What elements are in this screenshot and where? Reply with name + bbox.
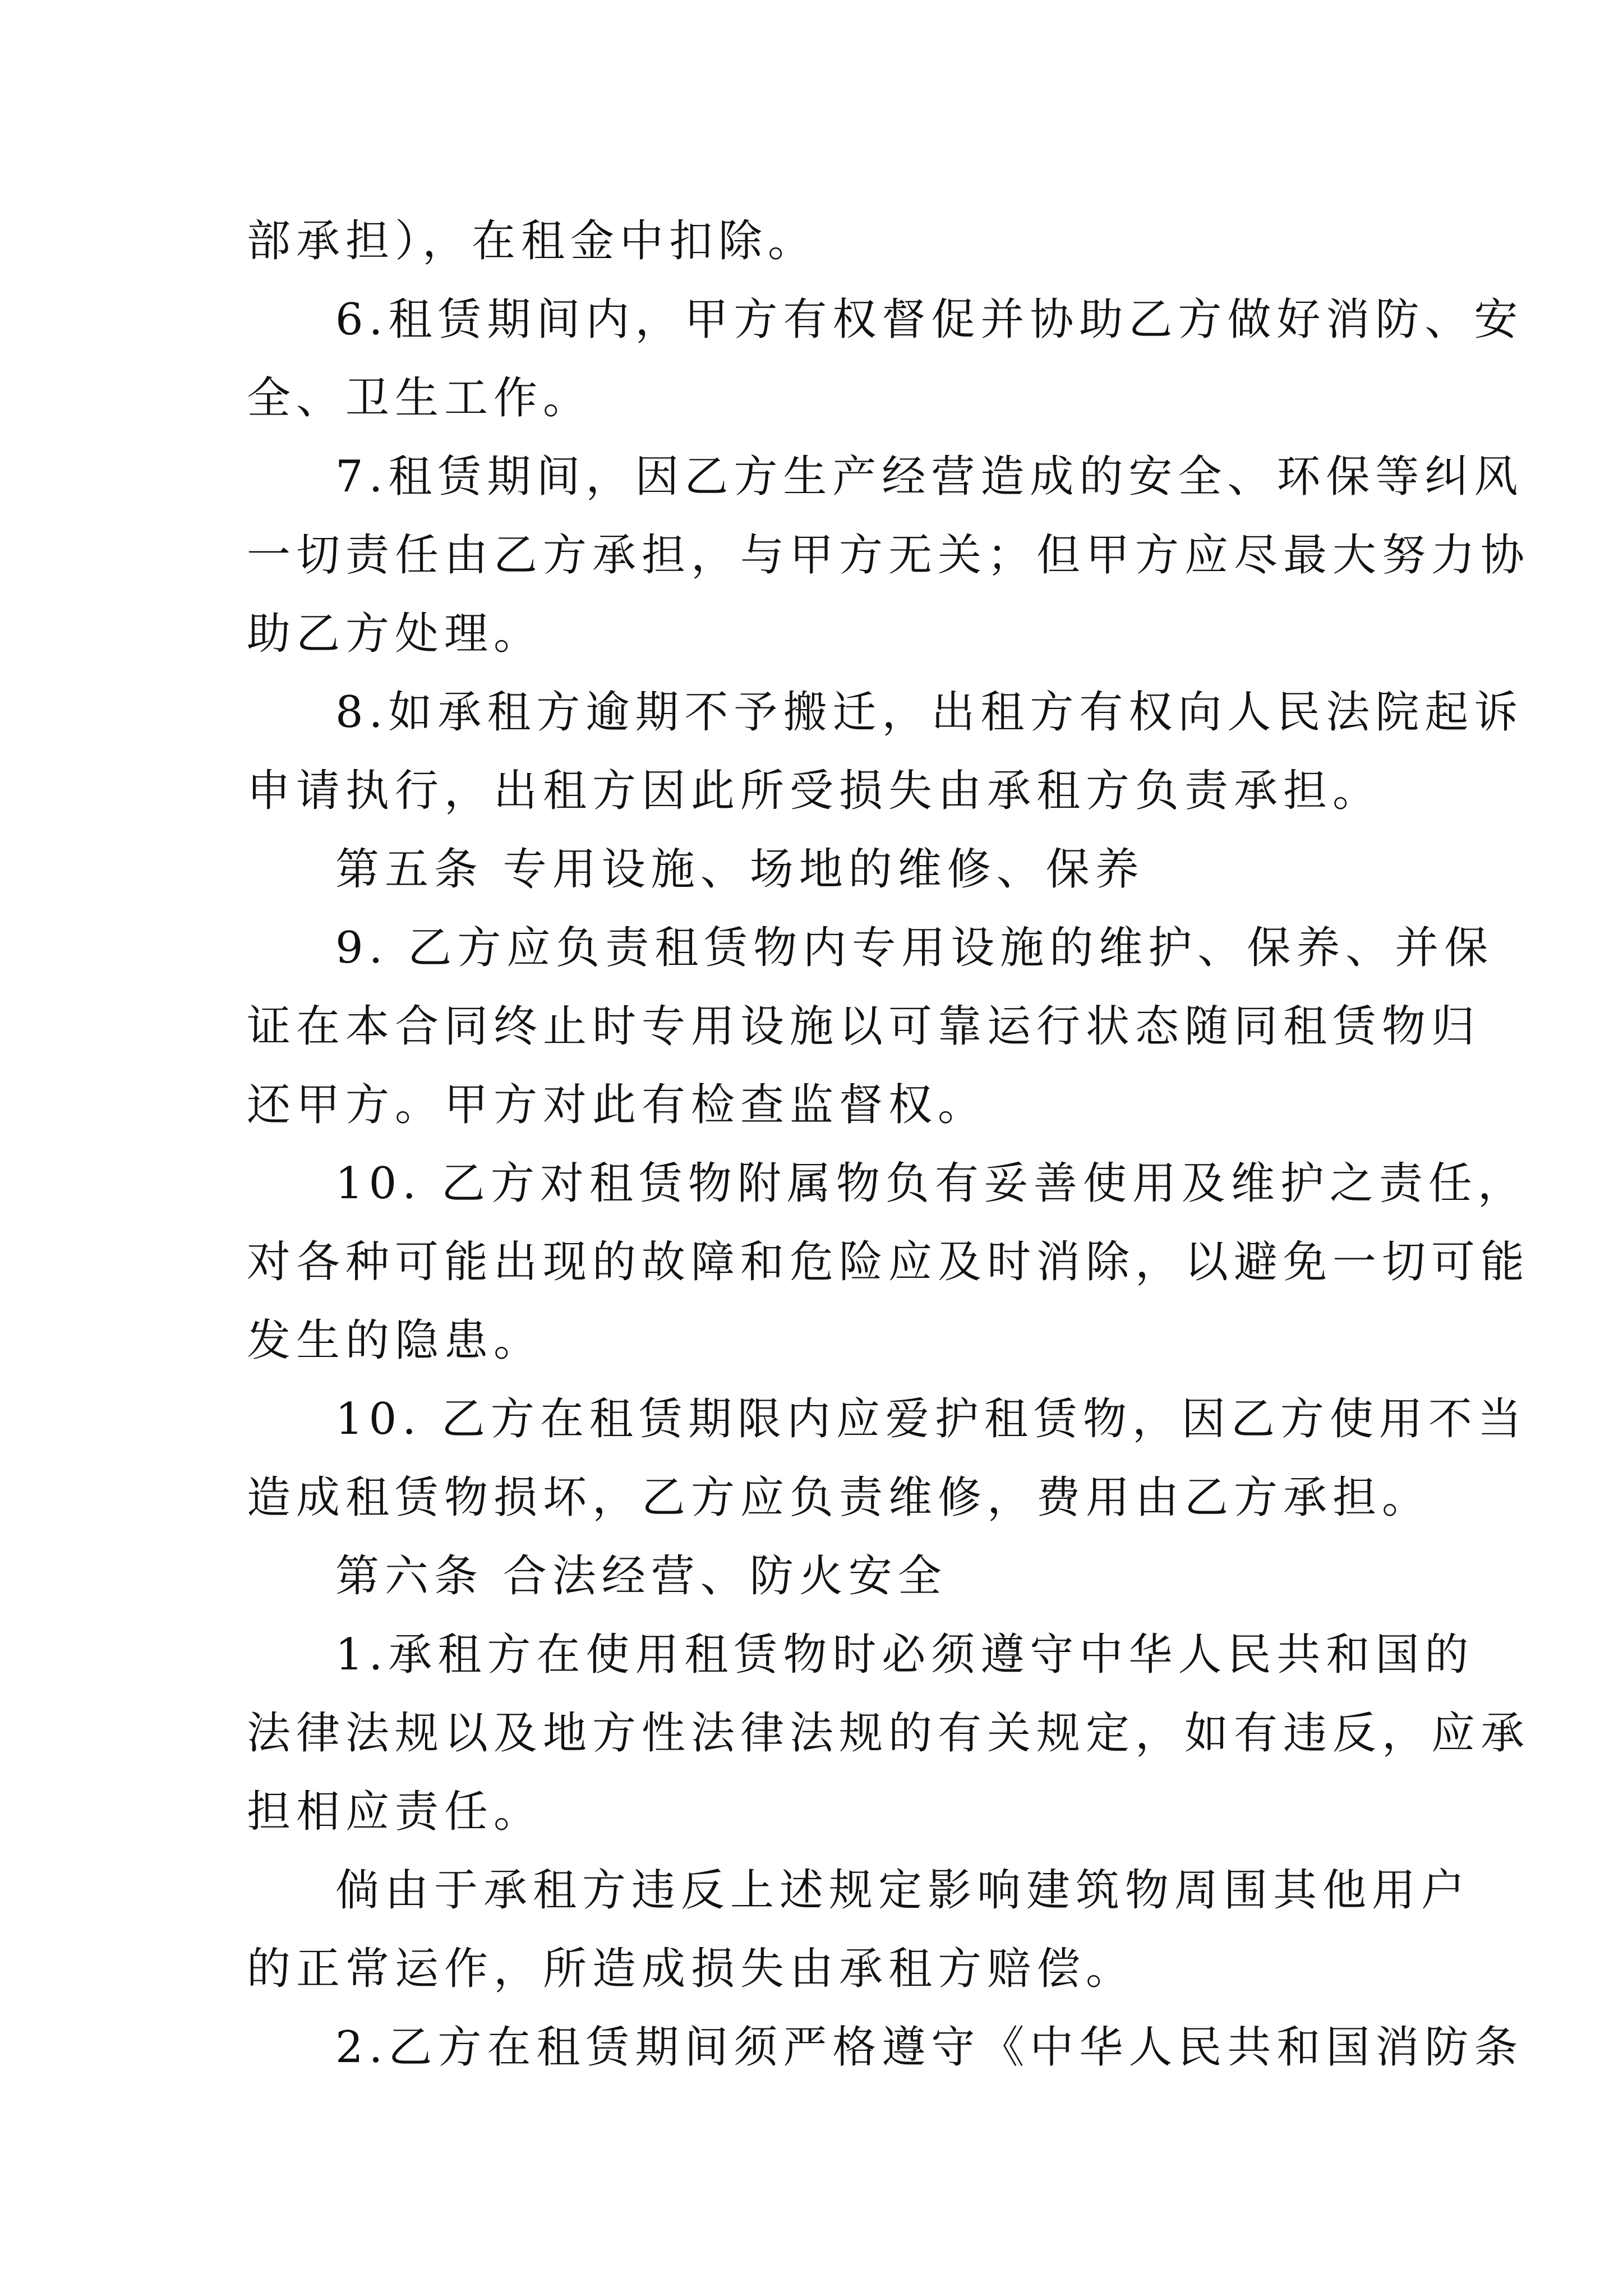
text-line: 申请执行，出租方因此所受损失由承租方负责承担。 (247, 766, 1382, 816)
document-body (247, 202, 1530, 2087)
text-line: 倘由于承租方违反上述规定影响建筑物周围其他用户 (335, 1865, 1471, 1916)
text-line: 一切责任由乙方承担，与甲方无关；但甲方应尽最大努力协 (247, 530, 1530, 581)
text-line: 发生的隐患。 (247, 1315, 543, 1366)
text-line: 对各种可能出现的故障和危险应及时消除，以避免一切可能 (247, 1237, 1530, 1287)
text-line: 的正常运作，所造成损失由承租方赔偿。 (247, 1944, 1136, 1994)
text-line: 还甲方。甲方对此有检查监督权。 (247, 1080, 988, 1130)
text-line: 助乙方处理。 (247, 609, 543, 659)
text-line: 9. 乙方应负责租赁物内专用设施的维护、保养、并保 (335, 923, 1494, 973)
text-line: 全、卫生工作。 (247, 373, 593, 424)
text-line: 2.乙方在租赁期间须严格遵守《中华人民共和国消防条 (335, 2022, 1524, 2073)
text-line: 部承担），在租金中扣除。 (247, 216, 818, 266)
text-line: 10. 乙方对租赁物附属物负有妥善使用及维护之责任， (335, 1158, 1527, 1209)
section-heading: 第五条 专用设施、场地的维修、保养 (335, 844, 1145, 895)
text-line: 10. 乙方在租赁期限内应爱护租赁物，因乙方使用不当 (335, 1394, 1527, 1444)
text-line: 担相应责任。 (247, 1787, 543, 1837)
text-line: 1.承租方在使用租赁物时必须遵守中华人民共和国的 (335, 1630, 1474, 1680)
text-line: 6.租赁期间内，甲方有权督促并协助乙方做好消防、安 (335, 295, 1524, 345)
text-line: 8.如承租方逾期不予搬迁，出租方有权向人民法院起诉 (335, 687, 1524, 738)
section-heading: 第六条 合法经营、防火安全 (335, 1551, 947, 1602)
text-line: 7.租赁期间，因乙方生产经营造成的安全、环保等纠风 (335, 452, 1524, 502)
text-line: 法律法规以及地方性法律法规的有关规定，如有违反，应承 (247, 1708, 1530, 1759)
text-line: 证在本合同终止时专用设施以可靠运行状态随同租赁物归 (247, 1001, 1481, 1052)
text-line: 造成租赁物损坏，乙方应负责维修，费用由乙方承担。 (247, 1473, 1432, 1523)
